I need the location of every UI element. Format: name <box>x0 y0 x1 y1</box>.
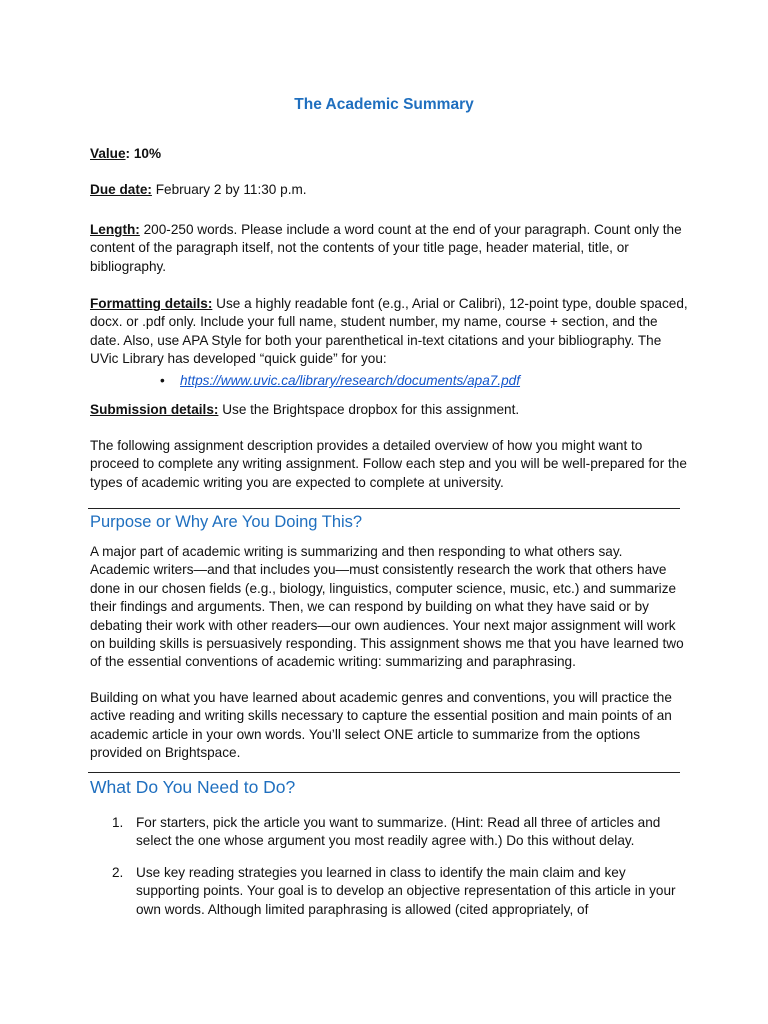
length-paragraph <box>90 221 690 276</box>
apa-guide-bullet <box>160 372 660 390</box>
submission-label: Submission details: <box>90 402 219 417</box>
length-label: Length: <box>90 222 140 237</box>
due-date-label: Due date: <box>90 182 152 197</box>
purpose-heading: Purpose or Why Are You Doing This? <box>90 513 363 531</box>
document-title: The Academic Summary <box>294 96 474 113</box>
value-colon: : <box>125 146 131 161</box>
submission-line <box>90 401 690 419</box>
submission-text: Use the Brightspace dropbox for this assignment. <box>218 402 520 417</box>
section-divider <box>88 772 680 773</box>
due-date-text: February 2 by 11:30 p.m. <box>151 182 307 197</box>
bullet-dot: • <box>160 373 165 388</box>
list-item-text: Use key reading strategies you learned in class to identify the main claim and key supporting points. Your goal is to develop an objective representation of this article in your own words. Although limited paraphrasing is allowed (cited appropriately, of <box>136 865 676 917</box>
purpose-paragraph: A major part of academic writing is summarizing and then responding to what others say. Academic writers—and that includes you—must consistently research the work that others have done in our chosen fields (e.g., biology, linguistics, computer science, music, etc.) and summarize their findings and arguments. Then, we can respond by building on what they have said or by debating their work with other readers—our own audiences. Your next major assignment will work on building skills is persuasively responding. This assignment shows me that you have learned two of the essential conventions of academic writing: summarizing and paraphrasing. <box>90 544 684 670</box>
value-text: 10% <box>130 146 162 161</box>
list-item-number: 2. <box>112 865 124 880</box>
apa-guide-link[interactable]: https://www.uvic.ca/library/research/documents/apa7.pdf <box>180 373 521 388</box>
what-to-do-heading: What Do You Need to Do? <box>90 777 296 797</box>
due-date-line <box>90 181 690 199</box>
section-divider <box>88 508 680 509</box>
value-label: Value <box>90 146 126 161</box>
list-item-number: 1. <box>112 815 124 830</box>
formatting-label: Formatting details: <box>90 296 213 311</box>
list-item-text: For starters, pick the article you want to summarize. (Hint: Read all three of articles and select the one whose argument you most readily agree with.) Do this without delay. <box>136 815 661 849</box>
formatting-paragraph <box>90 295 690 369</box>
length-text: 200-250 words. Please include a word count at the end of your paragraph. Count only the content of the paragraph itself, not the contents of your title page, header material, title, or bibliography. <box>90 222 682 274</box>
value-line <box>90 145 690 163</box>
purpose-paragraph: Building on what you have learned about academic genres and conventions, you will practice the active reading and writing skills necessary to capture the essential position and main points of an academic article in your own words. You’ll select ONE article to summarize from the options provided on Brightspace. <box>90 690 672 761</box>
intro-paragraph: The following assignment description provides a detailed overview of how you might want to proceed to complete any writing assignment. Follow each step and you will be well-prepared for the types of academic writing you are expected to complete at university. <box>90 438 687 490</box>
formatting-text: Use a highly readable font (e.g., Arial or Calibri), 12-point type, double spaced, docx. or .pdf only. Include your full name, student number, my name, course + section, and the date. Also, use APA Style for both your parenthetical in-text citations and your bibliography. The UVic Library has developed “quick guide” for you: <box>90 296 688 367</box>
